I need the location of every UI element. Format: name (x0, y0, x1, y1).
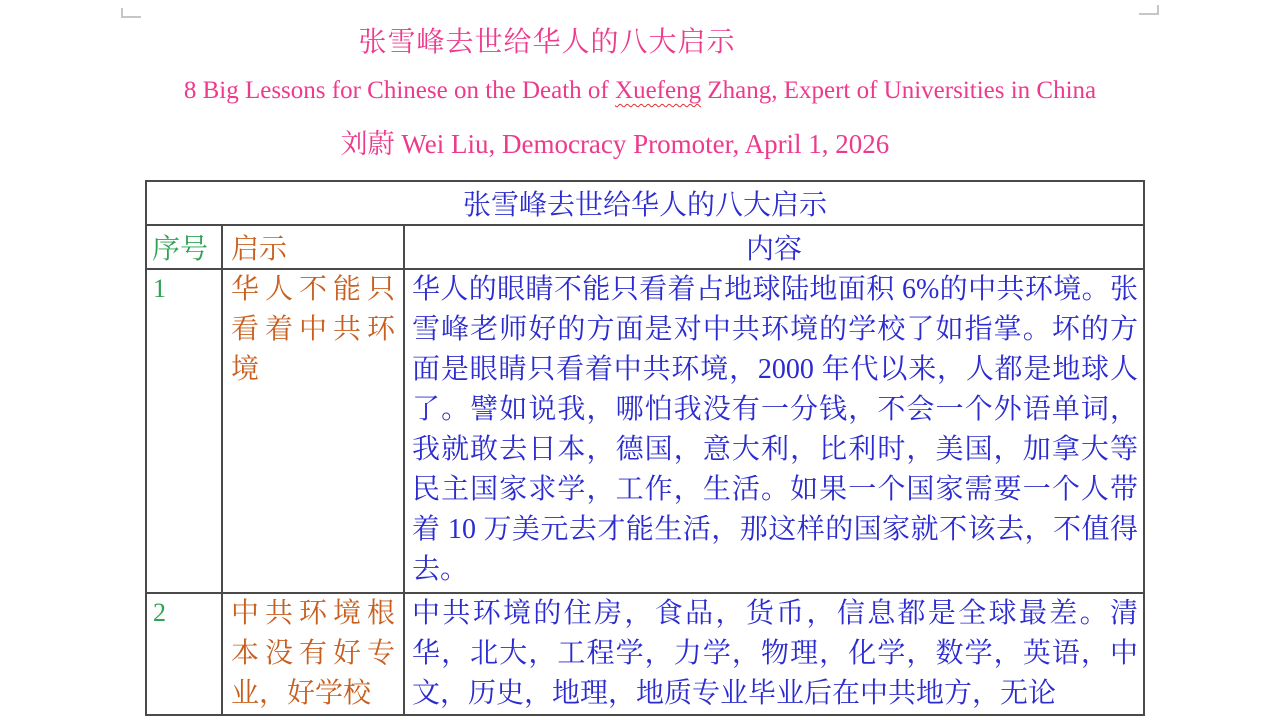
subtitle-text-before: 8 Big Lessons for Chinese on the Death of (183, 77, 616, 104)
document-title-chinese: 张雪峰去世给华人的八大启示 (358, 26, 736, 57)
author-byline: 刘蔚 Wei Liu, Democracy Promoter, April 1, 2026 (340, 129, 890, 159)
column-header-index: 序号 (146, 225, 222, 269)
document-subtitle-english (0, 77, 1280, 105)
column-header-content: 内容 (404, 225, 1144, 269)
subtitle-misspelled-word: Xuefeng (615, 77, 702, 104)
table-row (146, 593, 1144, 715)
table-caption: 张雪峰去世给华人的八大启示 (146, 181, 1144, 225)
table-caption-row (146, 181, 1144, 225)
row-lesson: 华人不能只看着中共环境 (222, 269, 404, 593)
table-row (146, 269, 1144, 593)
lessons-table (145, 180, 1145, 716)
row-index: 1 (146, 269, 222, 593)
column-header-lesson: 启示 (222, 225, 404, 269)
text-boundary-crop-mark-left (121, 8, 141, 18)
text-boundary-crop-mark-right (1139, 5, 1159, 15)
subtitle-text-after: Zhang, Expert of Universities in China (701, 77, 1097, 104)
row-lesson: 中共环境根本没有好专业，好学校 (222, 593, 404, 715)
row-content: 中共环境的住房，食品，货币，信息都是全球最差。清华，北大，工程学，力学，物理，化学，数学，英语，中文，历史，地理，地质专业毕业后在中共地方，无论 (404, 593, 1144, 715)
row-content: 华人的眼睛不能只看着占地球陆地面积 6%的中共环境。张雪峰老师好的方面是对中共环境的学校了如指掌。坏的方面是眼睛只看着中共环境，2000 年代以来，人都是地球人了。譬如说我，哪怕我没有一分钱，不会一个外语单词，我就敢去日本，德国，意大利，比利时，美国，加拿大等民主国家求学，工作，生活。如果一个国家需要一个人带着 10 万美元去才能生活，那这样的国家就不该去，不值得去。 (404, 269, 1144, 593)
table-header-row (146, 225, 1144, 269)
row-index: 2 (146, 593, 222, 715)
